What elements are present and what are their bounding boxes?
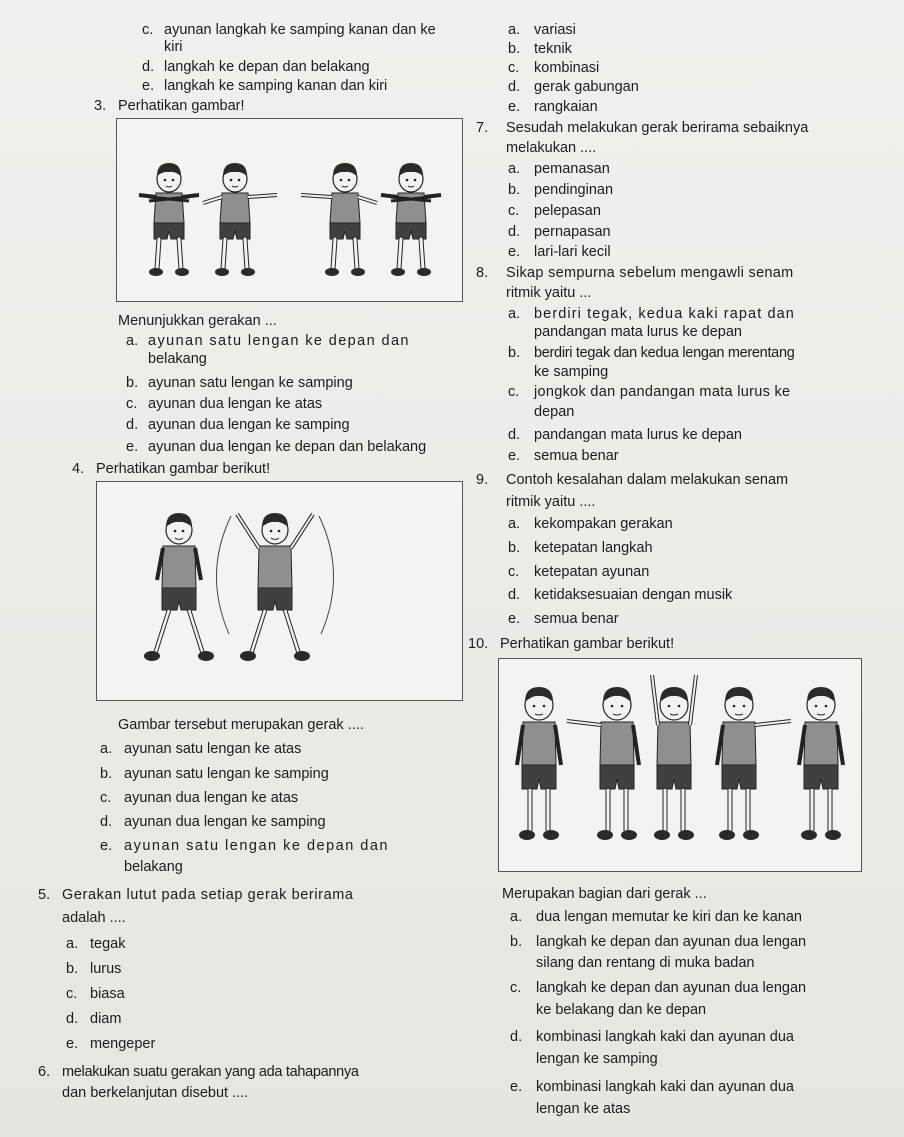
q7-option-b: pendinginan (534, 182, 614, 198)
q10-option-c: langkah ke depan dan ayunan dua lengan (536, 980, 807, 996)
q7-stem-cont: melakukan .... (506, 140, 597, 156)
q4-option-e-key: e. (100, 838, 113, 854)
q10-option-b: langkah ke depan dan ayunan dua lengan (536, 934, 807, 950)
q7-option-a: pemanasan (534, 161, 610, 177)
q4-option-e: ayunan satu lengan ke depan dan (124, 838, 389, 854)
q6-option-b: teknik (534, 41, 572, 57)
q6-stem-cont: dan berkelanjutan disebut .... (62, 1085, 249, 1101)
q8-number: 8. (476, 265, 489, 281)
q5-option-a-key: a. (66, 936, 79, 952)
q3-number: 3. (94, 98, 107, 114)
q3-option-a-key: a. (126, 333, 139, 349)
q5-option-d-key: d. (66, 1011, 79, 1027)
q2-option-e-key: e. (142, 78, 155, 94)
q3-option-b-key: b. (126, 375, 139, 391)
q3-option-a: ayunan satu lengan ke depan dan (148, 333, 410, 349)
q10-option-e: kombinasi langkah kaki dan ayunan dua (536, 1079, 794, 1095)
q6-option-b-key: b. (508, 41, 521, 57)
q2-option-d: langkah ke depan dan belakang (164, 59, 370, 75)
q9-option-b: ketepatan langkah (534, 540, 653, 556)
q10-option-a: dua lengan memutar ke kiri dan ke kanan (536, 909, 802, 925)
q9-number: 9. (476, 472, 489, 488)
q4-stem: Gambar tersebut merupakan gerak .... (118, 717, 364, 733)
q6-stem: melakukan suatu gerakan yang ada tahapannya (62, 1064, 359, 1080)
q2-option-c-key: c. (142, 22, 154, 38)
q2-option-c-cont: kiri (164, 39, 183, 55)
q10-option-c-cont: ke belakang dan ke depan (536, 1002, 707, 1018)
q4-option-b-key: b. (100, 766, 113, 782)
q7-option-e: lari-lari kecil (534, 244, 611, 260)
q7-option-e-key: e. (508, 244, 521, 260)
q2-option-c: ayunan langkah ke samping kanan dan ke (164, 22, 436, 38)
q10-option-e-key: e. (510, 1079, 523, 1095)
q4-figure (96, 481, 463, 701)
q7-stem: Sesudah melakukan gerak berirama sebaiknya (506, 120, 809, 136)
q8-option-c: jongkok dan pandangan mata lurus ke (534, 384, 791, 400)
q5-option-c: biasa (90, 986, 125, 1002)
q5-option-b: lurus (90, 961, 122, 977)
q10-option-e-cont: lengan ke atas (536, 1101, 631, 1117)
q6-option-d-key: d. (508, 79, 521, 95)
q4-option-e-cont: belakang (124, 859, 183, 875)
q9-option-a-key: a. (508, 516, 521, 532)
q7-option-c: pelepasan (534, 203, 601, 219)
q10-option-c-key: c. (510, 980, 522, 996)
q3-option-c: ayunan dua lengan ke atas (148, 396, 323, 412)
q10-option-d: kombinasi langkah kaki dan ayunan dua (536, 1029, 794, 1045)
q10-prompt: Perhatikan gambar berikut! (500, 636, 675, 652)
q10-option-b-key: b. (510, 934, 523, 950)
q6-option-a-key: a. (508, 22, 521, 38)
q5-stem-cont: adalah .... (62, 910, 126, 926)
q5-stem: Gerakan lutut pada setiap gerak berirama (62, 887, 354, 903)
q10-option-d-key: d. (510, 1029, 523, 1045)
q2-option-e: langkah ke samping kanan dan kiri (164, 78, 388, 94)
q3-prompt: Perhatikan gambar! (118, 98, 245, 114)
q8-stem-cont: ritmik yaitu ... (506, 285, 592, 301)
q6-option-d: gerak gabungan (534, 79, 639, 95)
q5-number: 5. (38, 887, 51, 903)
q7-option-c-key: c. (508, 203, 520, 219)
q10-option-b-cont: silang dan rentang di muka badan (536, 955, 755, 971)
q6-option-e: rangkaian (534, 99, 598, 115)
q4-option-b: ayunan satu lengan ke samping (124, 766, 329, 782)
q5-option-a: tegak (90, 936, 126, 952)
q9-option-e-key: e. (508, 611, 521, 627)
q10-number: 10. (468, 636, 489, 652)
q9-option-c: ketepatan ayunan (534, 564, 650, 580)
q3-stem: Menunjukkan gerakan ... (118, 313, 277, 329)
q9-stem-cont: ritmik yaitu .... (506, 494, 596, 510)
q9-option-e: semua benar (534, 611, 619, 627)
q4-option-c: ayunan dua lengan ke atas (124, 790, 299, 806)
q4-option-c-key: c. (100, 790, 112, 806)
q3-option-a-cont: belakang (148, 351, 207, 367)
q7-option-b-key: b. (508, 182, 521, 198)
q3-option-b: ayunan satu lengan ke samping (148, 375, 353, 391)
q10-stem: Merupakan bagian dari gerak ... (502, 886, 707, 902)
q8-stem: Sikap sempurna sebelum mengawli senam (506, 265, 794, 281)
q4-option-d: ayunan dua lengan ke samping (124, 814, 326, 830)
q7-option-d-key: d. (508, 224, 521, 240)
q9-option-b-key: b. (508, 540, 521, 556)
q5-option-e-key: e. (66, 1036, 79, 1052)
q8-option-e: semua benar (534, 448, 619, 464)
q8-option-b: berdiri tegak dan kedua lengan merentang (534, 345, 795, 361)
q8-option-a-key: a. (508, 306, 521, 322)
q5-option-d: diam (90, 1011, 122, 1027)
q7-option-d: pernapasan (534, 224, 611, 240)
q8-option-e-key: e. (508, 448, 521, 464)
q8-option-d: pandangan mata lurus ke depan (534, 427, 742, 443)
q9-stem: Contoh kesalahan dalam melakukan senam (506, 472, 789, 488)
q9-option-c-key: c. (508, 564, 520, 580)
q5-option-c-key: c. (66, 986, 78, 1002)
q3-option-d-key: d. (126, 417, 139, 433)
q8-option-d-key: d. (508, 427, 521, 443)
q8-option-a-cont: pandangan mata lurus ke depan (534, 324, 742, 340)
q8-option-a: berdiri tegak, kedua kaki rapat dan (534, 306, 795, 322)
q5-option-e: mengeper (90, 1036, 156, 1052)
q6-option-c-key: c. (508, 60, 520, 76)
q4-option-d-key: d. (100, 814, 113, 830)
q3-option-e-key: e. (126, 439, 139, 455)
q7-number: 7. (476, 120, 489, 136)
q10-option-d-cont: lengan ke samping (536, 1051, 658, 1067)
q6-number: 6. (38, 1064, 51, 1080)
q3-option-d: ayunan dua lengan ke samping (148, 417, 350, 433)
q3-option-c-key: c. (126, 396, 138, 412)
q10-option-a-key: a. (510, 909, 523, 925)
q8-option-c-key: c. (508, 384, 520, 400)
q4-option-a: ayunan satu lengan ke atas (124, 741, 302, 757)
q4-prompt: Perhatikan gambar berikut! (96, 461, 271, 477)
q4-option-a-key: a. (100, 741, 113, 757)
q3-option-e: ayunan dua lengan ke depan dan belakang (148, 439, 427, 455)
q7-option-a-key: a. (508, 161, 521, 177)
q4-number: 4. (72, 461, 85, 477)
q8-option-c-cont: depan (534, 404, 575, 420)
q9-option-d-key: d. (508, 587, 521, 603)
q2-option-d-key: d. (142, 59, 155, 75)
q9-option-a: kekompakan gerakan (534, 516, 673, 532)
q8-option-b-key: b. (508, 345, 521, 361)
q5-option-b-key: b. (66, 961, 79, 977)
q3-figure (116, 118, 463, 302)
q10-figure (498, 658, 862, 872)
q9-option-d: ketidaksesuaian dengan musik (534, 587, 733, 603)
q8-option-b-cont: ke samping (534, 364, 609, 380)
q6-option-e-key: e. (508, 99, 521, 115)
q6-option-c: kombinasi (534, 60, 600, 76)
q6-option-a: variasi (534, 22, 576, 38)
